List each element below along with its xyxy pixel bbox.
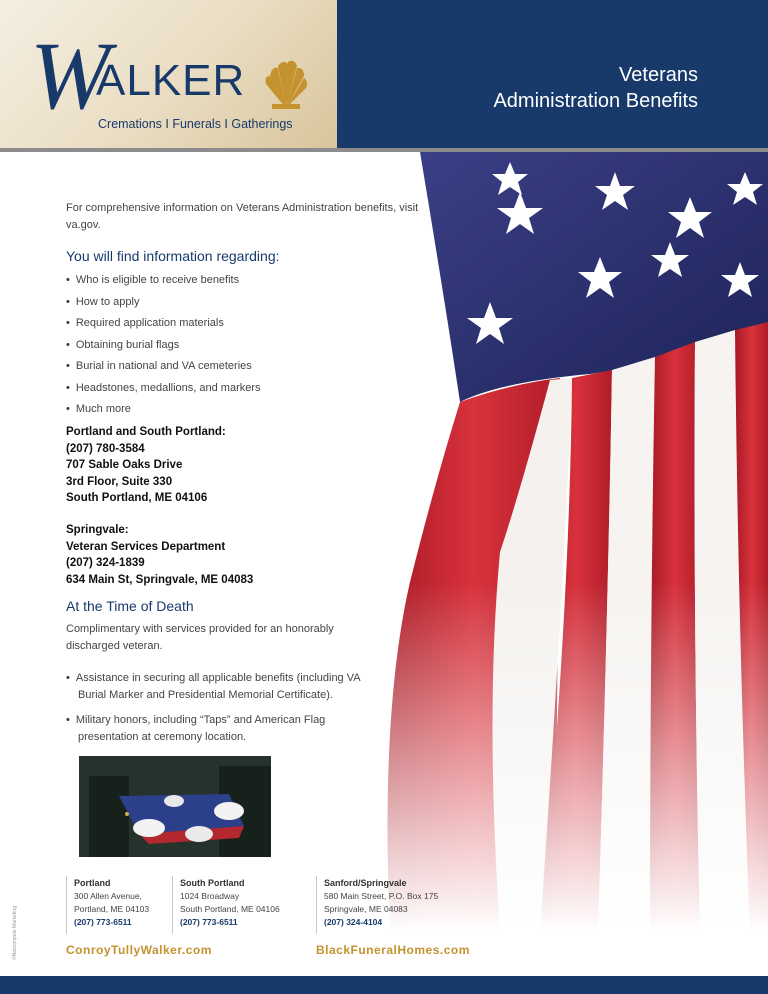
location-name: Portland xyxy=(74,878,111,888)
contact-department: Veteran Services Department xyxy=(66,540,226,553)
location-city: Portland, ME 04103 xyxy=(74,904,150,914)
page-title-line2: Administration Benefits xyxy=(493,90,698,112)
location-divider xyxy=(66,876,67,934)
contact-title: Springvale: xyxy=(66,524,129,536)
location-portland xyxy=(74,877,149,929)
list-item: • Military honors, including “Taps” and American Flag presentation at ceremony location. xyxy=(66,712,386,746)
contact-phone: (207) 324-1839 xyxy=(66,557,145,569)
death-services-list xyxy=(66,670,386,754)
location-address: 580 Main Street, P.O. Box 175 xyxy=(324,891,439,901)
list-item: • Headstones, medallions, and markers xyxy=(66,378,366,400)
location-address: 1024 Broadway xyxy=(180,891,240,901)
list-item: • Obtaining burial flags xyxy=(66,335,366,357)
logo-initial: W xyxy=(30,22,110,129)
death-heading: At the Time of Death xyxy=(66,598,194,614)
page-title-line1: Veterans xyxy=(619,64,698,86)
logo-tagline: Cremations I Funerals I Gatherings xyxy=(98,117,293,131)
logo-wordmark: ALKER xyxy=(96,56,246,105)
location-address: 300 Allen Avenue, xyxy=(74,891,142,901)
logo-panel xyxy=(0,0,337,148)
location-phone: (207) 773-6511 xyxy=(180,917,238,927)
credit-text: ©Netcompete Marketing xyxy=(12,906,18,960)
location-divider xyxy=(316,876,317,934)
contact-title: Portland and South Portland: xyxy=(66,426,226,438)
page-title xyxy=(368,62,698,114)
website-link[interactable]: BlackFuneralHomes.com xyxy=(316,943,470,957)
location-city: Springvale, ME 04083 xyxy=(324,904,408,914)
location-phone: (207) 324-4104 xyxy=(324,917,383,927)
location-divider xyxy=(172,876,173,934)
location-sanford-springvale xyxy=(324,877,438,929)
location-phone: (207) 773-6511 xyxy=(74,917,132,927)
list-item: • Who is eligible to receive benefits xyxy=(66,270,366,292)
list-item: • Burial in national and VA cemeteries xyxy=(66,356,366,378)
list-item: • Required application materials xyxy=(66,313,366,335)
american-flag-image xyxy=(350,152,768,932)
intro-text: For comprehensive information on Veterans Administration benefits, visit va.gov. xyxy=(66,202,419,231)
shell-icon xyxy=(262,58,310,110)
info-heading: You will find information regarding: xyxy=(66,248,280,264)
death-text: Complimentary with services provided for an honorably discharged veteran. xyxy=(66,623,334,652)
folded-flag-photo xyxy=(79,756,271,857)
location-name: South Portland xyxy=(180,878,245,888)
contact-address: 634 Main St, Springvale, ME 04083 xyxy=(66,573,254,586)
location-city: South Portland, ME 04106 xyxy=(180,904,280,914)
list-item: • Assistance in securing all applicable benefits (including VA Burial Marker and Presidential Memorial Certificate). xyxy=(66,670,386,704)
contact-portland xyxy=(66,424,226,507)
website-link[interactable]: ConroyTullyWalker.com xyxy=(66,943,212,957)
footer-bar xyxy=(0,976,768,994)
contact-address-line1: 707 Sable Oaks Drive xyxy=(66,459,183,471)
contact-address-line2: 3rd Floor, Suite 330 xyxy=(66,475,173,488)
contact-springvale xyxy=(66,522,253,588)
location-south-portland xyxy=(180,877,280,929)
info-list xyxy=(66,270,366,421)
list-item: • Much more xyxy=(66,399,366,421)
contact-city: South Portland, ME 04106 xyxy=(66,492,208,504)
contact-phone: (207) 780-3584 xyxy=(66,442,145,455)
list-item: • How to apply xyxy=(66,292,366,314)
location-name: Sanford/Springvale xyxy=(324,878,407,888)
